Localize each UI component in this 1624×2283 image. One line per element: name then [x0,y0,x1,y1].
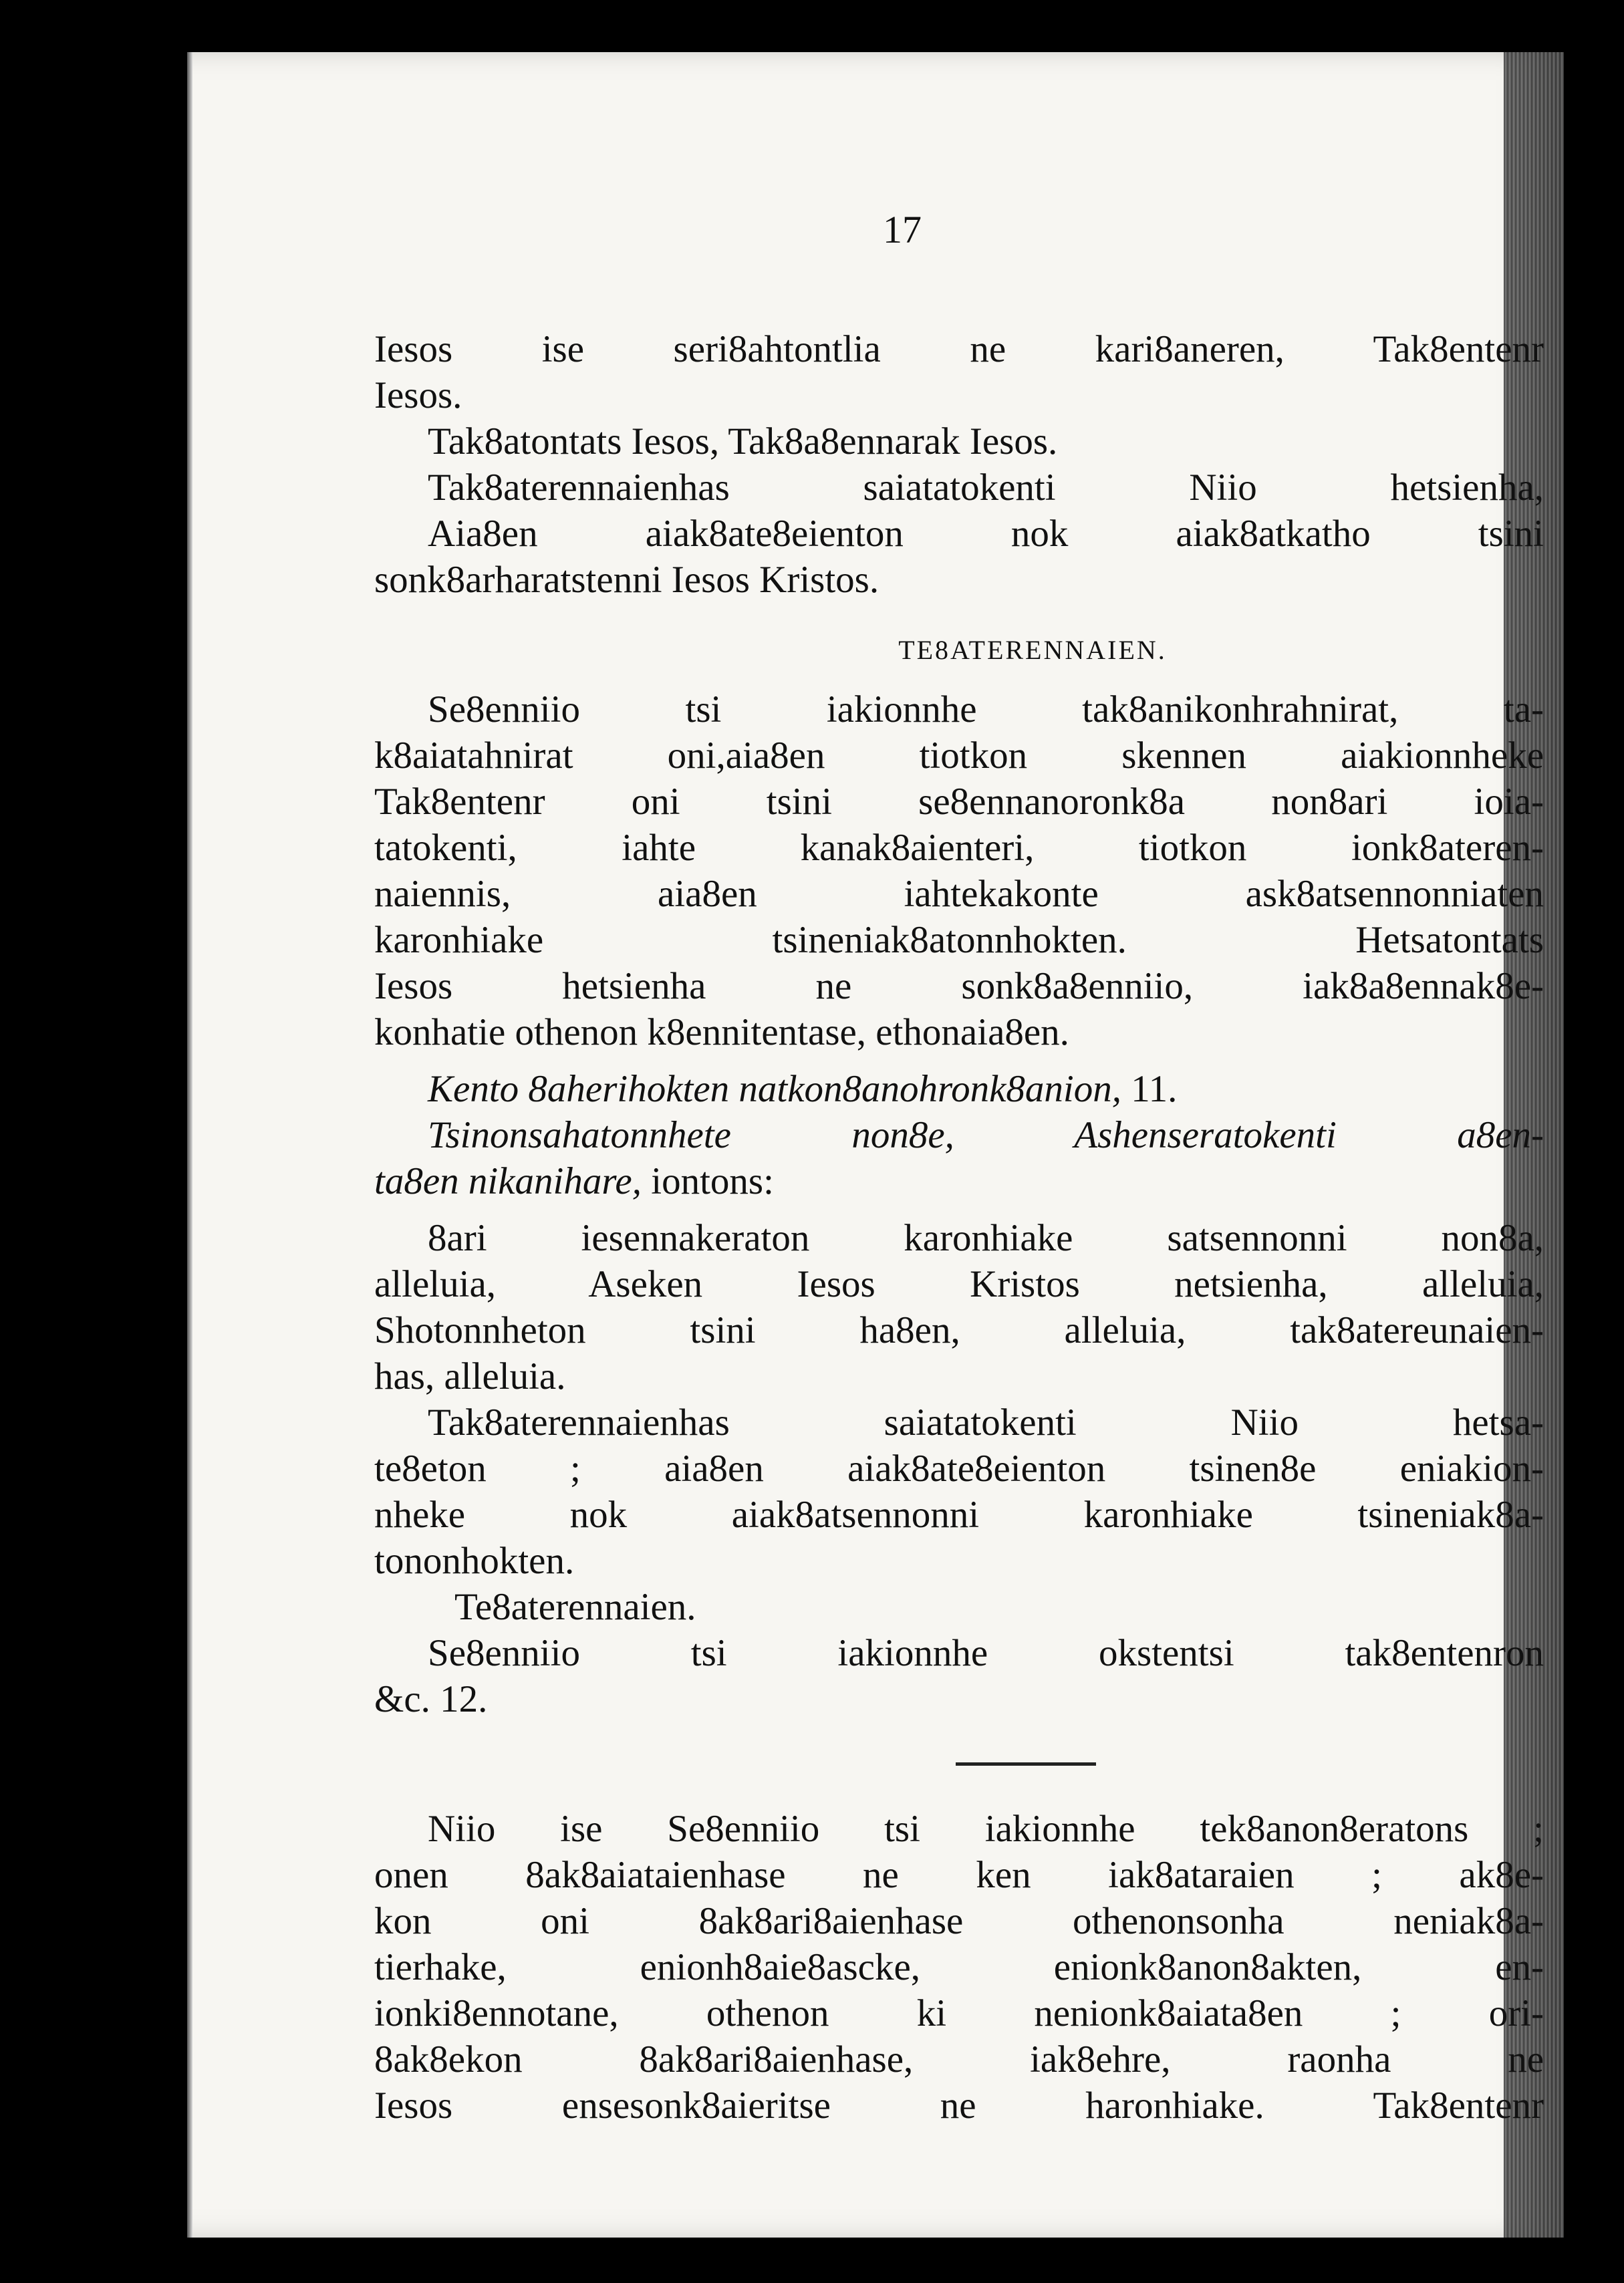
paragraph [374,686,1544,1055]
text-line: Se8enniio tsi iakionnhe okstentsi tak8entenron [428,1632,1544,1674]
text-line: k8aiatahnirat oni,aia8en tiotkon skennen aiakionnheke [374,734,1544,777]
text-line: karonhiake tsineniak8atonnhokten. Hetsatontats [374,919,1544,961]
italic-text: Kento 8aherihokten natkon8anohronk8anion, [428,1068,1121,1110]
text-line: tononhokten. [374,1540,575,1582]
text-line: Tsinonsahatonnhete non8e, Ashenseratokenti a8en- [428,1114,1544,1156]
text-line: Tak8atontats Iesos, Tak8a8ennarak Iesos. [428,420,1058,462]
page-number: 17 [883,208,922,251]
text-line: kon oni 8ak8ari8aienhase othenonsonha neniak8a- [374,1900,1544,1942]
text-tail: iontons: [651,1160,774,1202]
text-line: naiennis, aia8en iahtekakonte ask8atsennonniaten [374,873,1544,915]
text-line: Tak8aterennaienhas saiatatokenti Niio hetsienha, [428,466,1544,509]
text-line: Tak8aterennaienhas saiatatokenti Niio hetsa- [428,1401,1544,1444]
text-line: &c. 12. [374,1678,488,1720]
text-line: Iesos ise seri8ahtontlia ne kari8aneren, Tak8entenr [374,328,1544,370]
text-line: Shotonnheton tsini ha8en, alleluia, tak8atereunaien- [374,1309,1544,1351]
text-line: onen 8ak8aiataienhase ne ken iak8ataraien ; ak8e- [374,1854,1544,1896]
text-line: te8eton ; aia8en aiak8ate8eienton tsinen8e eniakion- [374,1448,1544,1490]
text-line [374,1066,1544,1112]
text-line: Tak8entenr oni tsini se8ennanoronk8a non8ari ioia- [374,781,1544,823]
text-line: Aia8en aiak8ate8eienton nok aiak8atkatho tsini [428,513,1544,555]
text-line: sonk8arharatstenni Iesos Kristos. [374,559,879,601]
page-body [374,326,1544,2129]
section-heading: TE8ATERENNAIEN. [898,635,1167,665]
paragraph [374,1806,1544,2129]
paragraph [374,1215,1544,1399]
section-heading: Te8aterennaien. [454,1586,696,1628]
section-divider [956,1762,1096,1766]
text-line: tatokenti, iahte kanak8aienteri, tiotkon ionk8ateren- [374,827,1544,869]
top-paragraph [374,326,1544,603]
paragraph [374,1399,1544,1584]
page-left-edge [187,52,192,2238]
text-line: Se8enniio tsi iakionnhe tak8anikonhrahnirat, ta- [428,688,1544,730]
italic-reference [374,1066,1544,1204]
text-line: Niio ise Se8enniio tsi iakionnhe tek8anon8eratons ; [428,1808,1544,1850]
text-line: 8ari iesennakeraton karonhiake satsennonni non8a, [428,1217,1544,1259]
text-line: Iesos. [374,374,462,416]
italic-text: ta8en nikanihare, [374,1160,642,1202]
text-line: has, alleluia. [374,1355,566,1397]
paragraph [374,1630,1544,1722]
text-line: 8ak8ekon 8ak8ari8aienhase, iak8ehre, raonha ne [374,2038,1544,2080]
text-line: alleluia, Aseken Iesos Kristos netsienha, alleluia, [374,1263,1544,1305]
text-line: Iesos ensesonk8aieritse ne haronhiake. Tak8entenr [374,2085,1544,2127]
text-line: tierhake, enionh8aie8ascke, enionk8anon8akten, en- [374,1946,1544,1988]
reference-number: 11. [1131,1068,1178,1110]
text-line: konhatie othenon k8ennitentase, ethonaia8en. [374,1011,1069,1053]
text-line: Iesos hetsienha ne sonk8a8enniio, iak8a8ennak8e- [374,965,1544,1007]
text-line [374,1158,1544,1204]
book-page [187,52,1564,2238]
text-line: nheke nok aiak8atsennonni karonhiake tsineniak8a- [374,1494,1544,1536]
text-line: ionki8ennotane, othenon ki nenionk8aiata8en ; ori- [374,1992,1544,2034]
